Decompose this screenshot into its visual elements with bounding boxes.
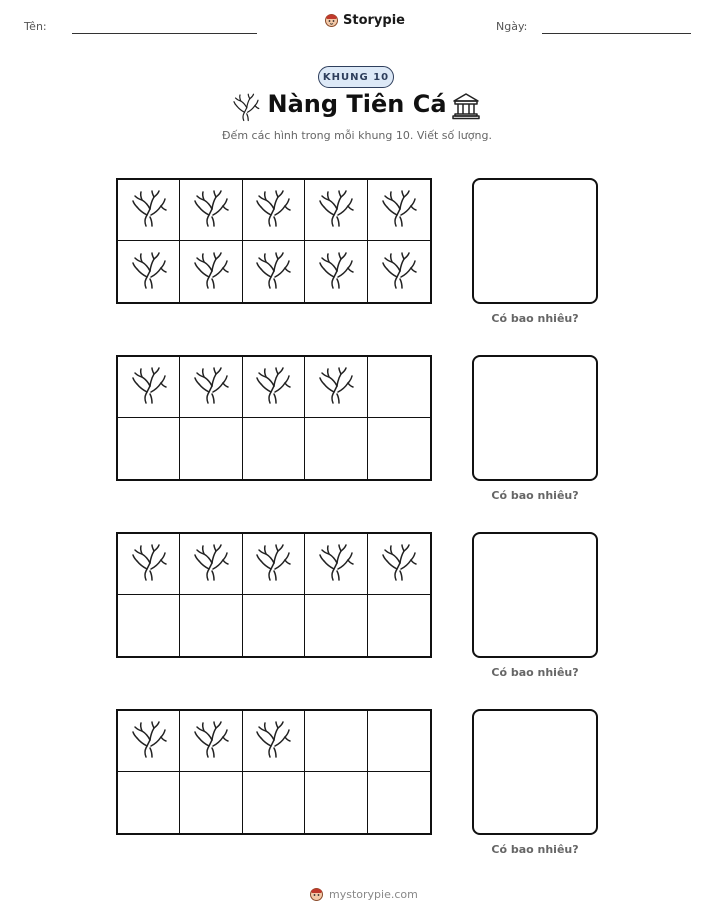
frame-cell (243, 534, 305, 595)
frame-cell (180, 772, 242, 833)
frame-cell (368, 534, 430, 595)
coral-icon (191, 187, 231, 233)
frame-cell (180, 241, 242, 302)
frame-cell (368, 357, 430, 418)
answer-box-1[interactable] (472, 178, 598, 304)
frame-cell (368, 711, 430, 772)
instructions: Đếm các hình trong mỗi khung 10. Viết số lượng. (222, 129, 492, 142)
coral-icon (129, 364, 169, 410)
frame-cell (118, 711, 180, 772)
coral-icon (316, 187, 356, 233)
frame-cell (368, 772, 430, 833)
frame-cell (368, 180, 430, 241)
answer-box-3[interactable] (472, 532, 598, 658)
coral-icon (316, 541, 356, 587)
storypie-mascot-icon (309, 886, 324, 902)
frame-cell (180, 595, 242, 656)
frame-cell (118, 180, 180, 241)
frame-cell (305, 534, 367, 595)
ten-frame-4 (116, 709, 432, 835)
frame-cell (368, 595, 430, 656)
frame-cell (243, 772, 305, 833)
coral-icon (129, 541, 169, 587)
frame-cell (118, 357, 180, 418)
coral-icon (379, 541, 419, 587)
frame-cell (118, 241, 180, 302)
frame-cell (305, 241, 367, 302)
coral-icon (129, 187, 169, 233)
coral-icon (191, 364, 231, 410)
coral-icon (316, 249, 356, 295)
coral-icon (191, 541, 231, 587)
page-title: Nàng Tiên Cá (267, 90, 447, 118)
coral-icon (253, 187, 293, 233)
answer-box-4[interactable] (472, 709, 598, 835)
ten-frame-3 (116, 532, 432, 658)
frame-type-badge: KHUNG 10 (318, 66, 394, 88)
coral-icon (316, 364, 356, 410)
frame-cell (118, 418, 180, 479)
brand-logo (324, 12, 405, 28)
name-label: Tên: (24, 20, 47, 33)
frame-cell (180, 418, 242, 479)
coral-icon (379, 187, 419, 233)
coral-icon (253, 249, 293, 295)
coral-icon (253, 364, 293, 410)
ten-frame-2 (116, 355, 432, 481)
frame-cell (305, 711, 367, 772)
frame-cell (118, 595, 180, 656)
ten-frame-1 (116, 178, 432, 304)
frame-cell (243, 418, 305, 479)
footer-url: mystorypie.com (329, 887, 418, 901)
coral-icon (191, 718, 231, 764)
frame-cell (368, 418, 430, 479)
question-label-4: Có bao nhiêu? (491, 843, 579, 856)
coral-icon (253, 718, 293, 764)
frame-cell (243, 595, 305, 656)
frame-cell (305, 357, 367, 418)
frame-cell (243, 180, 305, 241)
frame-cell (243, 357, 305, 418)
question-label-1: Có bao nhiêu? (491, 312, 579, 325)
frame-cell (180, 357, 242, 418)
frame-cell (368, 241, 430, 302)
frame-cell (118, 534, 180, 595)
frame-cell (305, 595, 367, 656)
coral-icon (191, 249, 231, 295)
frame-cell (180, 534, 242, 595)
frame-cell (180, 180, 242, 241)
question-label-3: Có bao nhiêu? (491, 666, 579, 679)
coral-icon (129, 249, 169, 295)
storypie-mascot-icon (324, 12, 339, 28)
answer-box-2[interactable] (472, 355, 598, 481)
frame-cell (118, 772, 180, 833)
name-field[interactable] (72, 33, 257, 34)
date-field[interactable] (542, 33, 691, 34)
date-label: Ngày: (496, 20, 528, 33)
frame-cell (243, 711, 305, 772)
temple-icon (452, 92, 480, 120)
coral-icon (129, 718, 169, 764)
coral-icon (379, 249, 419, 295)
coral-icon (253, 541, 293, 587)
question-label-2: Có bao nhiêu? (491, 489, 579, 502)
frame-cell (180, 711, 242, 772)
frame-cell (305, 418, 367, 479)
frame-cell (243, 241, 305, 302)
brand-name: Storypie (343, 12, 405, 28)
footer (309, 886, 418, 902)
frame-cell (305, 180, 367, 241)
frame-cell (305, 772, 367, 833)
